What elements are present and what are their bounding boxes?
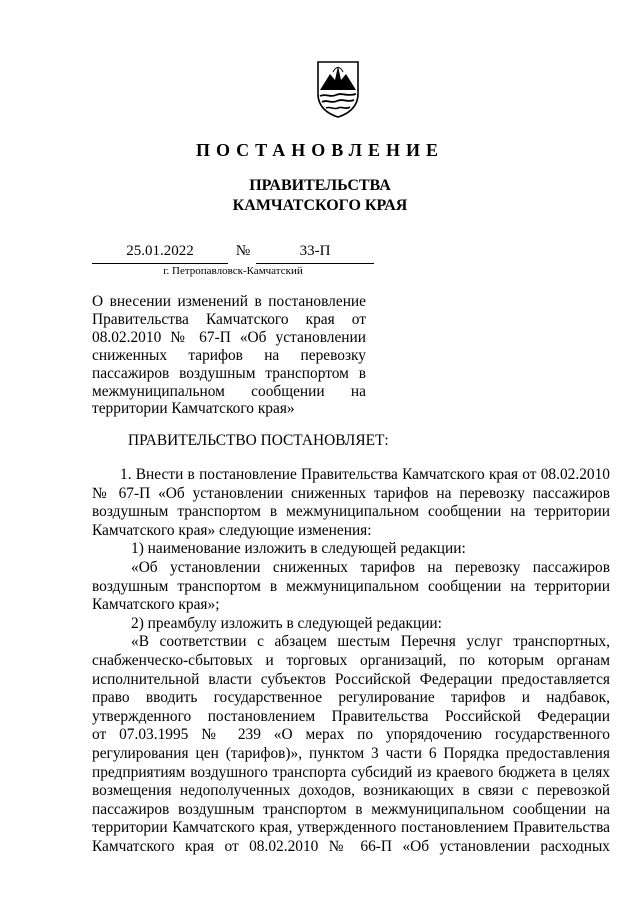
subject-line: сниженных тарифов на перевозку xyxy=(92,346,366,364)
subject-line: пассажиров воздушным транспортом в xyxy=(92,364,366,382)
kamchatka-coat-of-arms-icon xyxy=(316,60,360,118)
body-line: воздушным транспортом в межмуниципальном сообщении на территории xyxy=(92,503,610,521)
decree-statement: ПРАВИТЕЛЬСТВО ПОСТАНОВЛЯЕТ: xyxy=(128,432,389,449)
body-line: регулирования цен (тарифов)», пунктом 3 части 6 Порядка предоставления xyxy=(92,744,610,762)
body-line: предприятиям воздушного транспорта субсидий из краевого бюджета в целях xyxy=(92,763,610,781)
body-line: территории Камчатского края, утвержденного постановлением Правительства xyxy=(92,819,610,837)
body-line: снабженческо-сбытовых и торговых организаций, по которым органам xyxy=(92,651,610,669)
body-line: 1. Внести в постановление Правительства Камчатского края от 08.02.2010 xyxy=(120,466,610,483)
document-title: ПОСТАНОВЛЕНИЕ xyxy=(195,140,445,160)
body-line: «Об установлении сниженных тарифов на перевозку пассажиров xyxy=(131,558,610,576)
issuer-line-1: ПРАВИТЕЛЬСТВА xyxy=(249,177,391,194)
body-line: утвержденного постановлением Правительства Российской Федерации xyxy=(92,707,610,725)
subject-line: Правительства Камчатского края от xyxy=(92,310,366,328)
body-line: Камчатского края» следующие изменения: xyxy=(92,521,372,539)
body-line: право вводить государственное регулирование тарифов и надбавок, xyxy=(92,689,610,707)
body-line: воздушным транспортом в межмуниципальном сообщении на территории xyxy=(92,577,610,595)
issuer-line-2: КАМЧАТСКОГО КРАЯ xyxy=(232,197,408,214)
body-line: Камчатского края»; xyxy=(92,596,220,614)
issuer-block xyxy=(0,176,640,216)
number-sign: № xyxy=(235,243,251,259)
body-line: 2) преамбулу изложить в следующей редакции: xyxy=(131,614,442,632)
document-number: 33-П xyxy=(256,241,374,264)
document-city: г. Петропавловск-Камчатский xyxy=(163,265,303,277)
subject-line: межмуниципальном сообщении на xyxy=(92,382,366,400)
subject-line: 08.02.2010 № 67-П «Об установлении xyxy=(92,328,366,346)
body-line: пассажиров воздушным транспортом в межмуниципальном сообщении на xyxy=(92,800,610,818)
body-line: Камчатского края от 08.02.2010 № 66-П «Об установлении расходных xyxy=(92,837,610,855)
document-subject xyxy=(92,293,366,418)
subject-line: территории Камчатского края» xyxy=(92,400,295,418)
body-line: исполнительной власти субъектов Российской Федерации предоставляется xyxy=(92,670,610,688)
body-line: 1) наименование изложить в следующей редакции: xyxy=(131,540,466,558)
body-line: возмещения недополученных доходов, возникающих в связи с перевозкой xyxy=(92,782,610,800)
subject-line: О внесении изменений в постановление xyxy=(92,293,366,310)
document-body xyxy=(92,466,610,856)
body-line: «В соответствии с абзацем шестым Перечня услуг транспортных, xyxy=(131,633,610,651)
document-date: 25.01.2022 xyxy=(92,241,228,264)
body-line: от 07.03.1995 № 239 «О мерах по упорядочению государственного xyxy=(92,726,610,744)
body-line: № 67-П «Об установлении сниженных тарифов на перевозку пассажиров xyxy=(92,484,610,502)
